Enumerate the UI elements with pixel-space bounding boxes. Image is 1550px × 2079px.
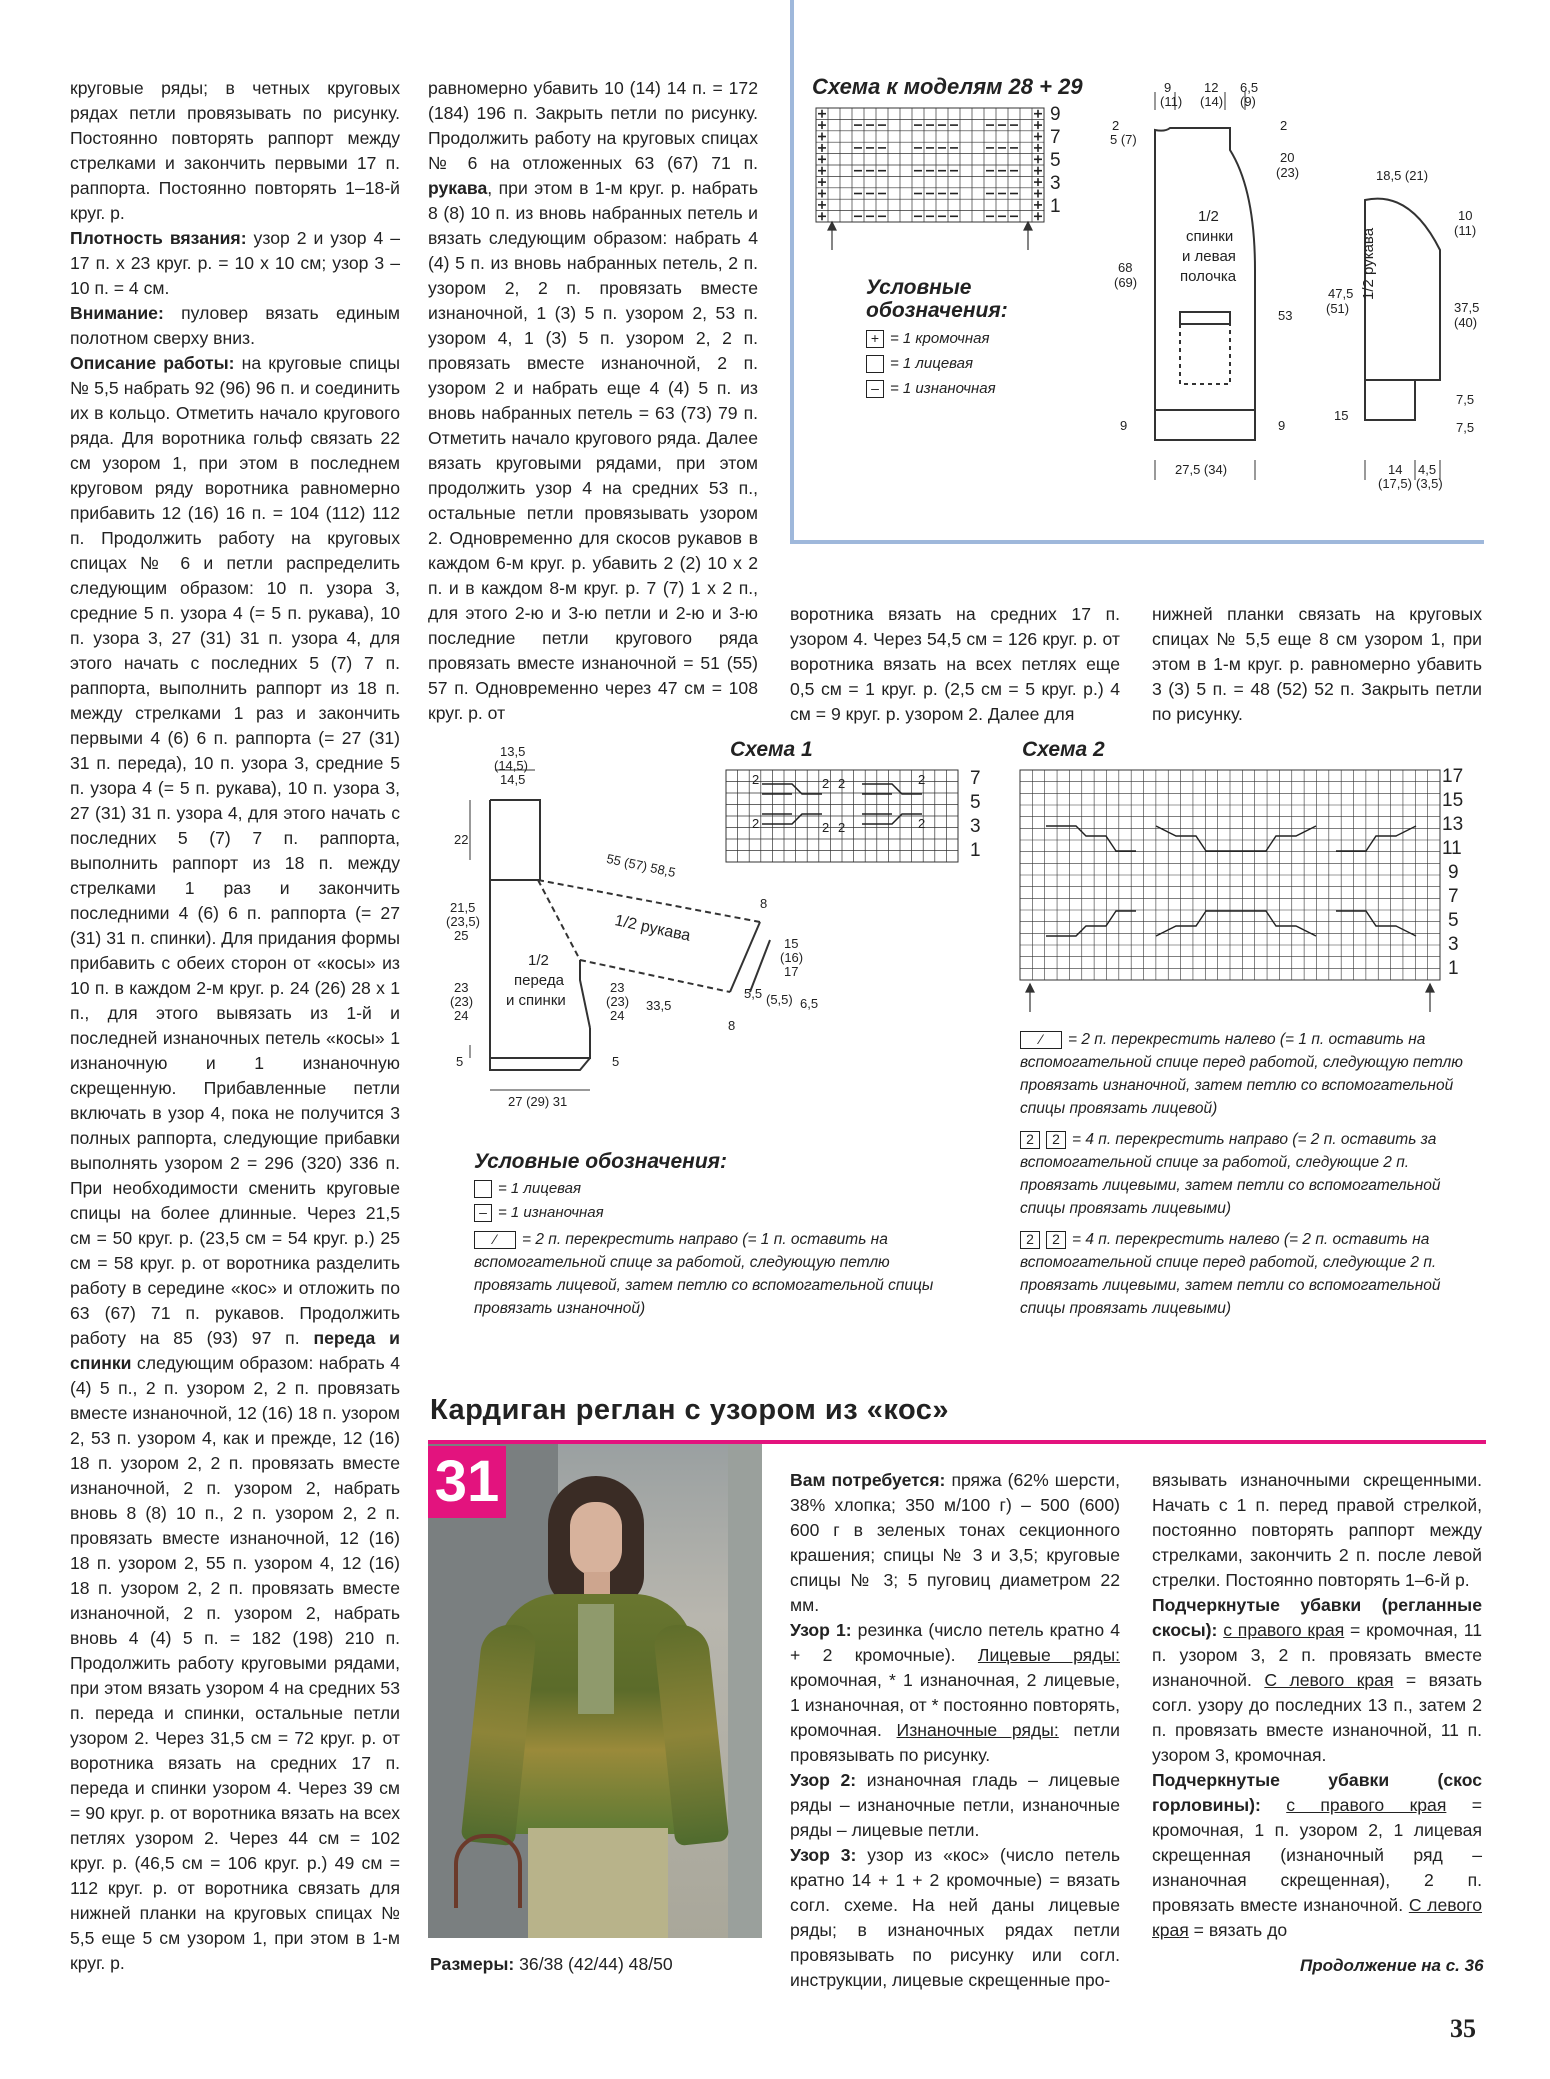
schema1-row-1: 1 <box>970 840 981 861</box>
dim-40: (40) <box>1454 315 1478 330</box>
mid-sleeve-label: 1/2 рукава <box>613 912 692 945</box>
schema-top-row-7: 7 <box>1050 127 1061 148</box>
mid-dim-13-5: 13,5 <box>500 744 526 759</box>
col1-intro: круговые ряды; в четных круговых рядах петли провязывать по рисунку. Постоянно повторять раппорт между стрелками и закончить первыми 17 п. раппорта. Постоянно повторять 1–18-й круг. р. <box>70 78 400 223</box>
schema1-cell-2d: 2 <box>918 772 926 787</box>
schema2-row-13: 13 <box>1442 814 1464 835</box>
mid-dim-23-5: (23,5) <box>446 914 480 929</box>
purl-box-icon: – <box>474 1204 492 1222</box>
schema-top-legend-title: Условные обозначения: <box>866 276 1008 322</box>
dim-6-5: 6,5 <box>1240 80 1259 95</box>
cross-right-4-icon: 2 <box>1020 1131 1040 1149</box>
text-column-1 <box>70 76 400 1976</box>
schema1-cell-2h: 2 <box>918 816 926 831</box>
mid-dim-5-5b: (5,5) <box>766 992 793 1007</box>
mid-legend-purl: – = 1 изнаночная <box>474 1204 604 1222</box>
col1-density-label: Плотность вязания: <box>70 228 247 248</box>
dim-9: 9 <box>1164 80 1172 95</box>
schema2-legend-cross-left-2: ⁄ = 2 п. перекрестить налево (= 1 п. оставить на вспомогательной спице перед работой, следующую петлю провязать изнаночной, затем петлю со вспомогательной спицы провязать лицевой) <box>1020 1030 1463 1117</box>
schema2-legend-cross-right-4: 2 2 = 4 п. перекрестить направо (= 2 п. оставить за вспомогательной спице за работой, следующие 2 п. провязать лицевыми, затем петли со вспомогательной спицы провязать лицевыми) <box>1020 1130 1441 1217</box>
schema1-row-7: 7 <box>970 768 981 789</box>
mid-piece-back: и спинки <box>506 992 566 1009</box>
dim-18-5: 18,5 (21) <box>1376 168 1429 183</box>
col1-density: узор 2 и узор 4 – 17 п. х 23 круг. р. = 10 х 10 см; узор 3 – 10 п. = 4 см. <box>70 228 400 298</box>
bag-handle <box>454 1834 522 1908</box>
schema1-row-3: 3 <box>970 816 981 837</box>
schema2-row-7: 7 <box>1448 886 1459 907</box>
schema-top-title: Схема к моделям 28 + 29 <box>812 74 1083 99</box>
dim-7-5b: 7,5 <box>1456 420 1475 435</box>
mid-dim-23a: 23 <box>454 980 469 995</box>
schema2-legend-cross-left-4: 2 2 = 4 п. перекрестить налево (= 2 п. оставить на вспомогательной спице перед работой, следующие 2 п. провязать лицевыми, затем петли со вспомогательной спицы провязать лицевыми) <box>1020 1230 1441 1317</box>
schema-top-row-9: 9 <box>1050 104 1061 125</box>
mid-dim-15: 15 <box>784 936 799 951</box>
top-shirt <box>578 1604 614 1714</box>
col2-text-c: , при этом в 1-м круг. р. набрать 8 (8) 10 п. из вновь набранных петель и вязать следующим образом: набрать 4 (4) 5 п. из вновь набранных петель, 2 п. узором 2, 2 п. провязать вместе изнаночной, 1 (3) 5 п. узором 2, 53 п. узором 4, 1 (3) 5 п. узором 2, 2 п. провязать вместе изнаночной, 2 п. узором 2 и набрать еще 4 (4) 5 п. из вновь набранных петель = 63 (73) 79 п. Отметить начало кругового ряда. Далее вязать круговыми рядами, при этом продолжить узор 4 на средних 53 п., остальные петли провязывать узором 2. Одновременно для скосов рукавов в каждом 6-м круг. р. убавить 2 (2) 10 х 2 п. и в каждом 8-м круг. р. 7 (7) 1 х 2 п., для этого 2-ю и 3-ю петли и 2-ю и 3-ю последние петли кругового ряда провязать вместе изнаночной = 51 (55) 57 п. Одновременно через 47 см = 108 круг. р. от <box>428 178 758 723</box>
col1-description: на круговые спицы № 5,5 набрать 92 (96) 96 п. и соединить их в кольцо. Отметить начало кругового ряда. Для воротника гольф связать 22 см узором 1, при этом в последнем круговом ряду воротника равномерно прибавить 12 (16) 16 п. = 104 (112) 112 п. Продолжить работу на круговых спицах № 6 и петли распределить следующим образом: 10 п. узора 3, средние 5 п. узора 4 (= 5 п. рукава), 10 п. узора 3, 27 (31) 31 п. узора 4, для этого начать с последних 5 (7) 7 п. раппорта, выполнить раппорт из 18 п. между стрелками 1 раз и закончить первыми 4 (6) 6 п. раппорта (= 27 (31) 31 п. переда), 10 п. узора 3, средние 5 п. узора 4 (= 5 п. рукава), 10 п. узора 3, 27 (31) 31 п. узора 4, для этого начать с последних 5 (7) 7 п. раппорта, выполнить раппорт из 18 п. между стрелками 1 раз и закончить последними 4 (6) 6 п. раппорта (= 27 (31) 31 п. спинки). Для придания формы прибавить с обеих сторон от «косы» из 10 п. в каждом 2-м круг. р. 24 (26) 28 х 1 п., для этого вывязать из 1-й и последней изнаночных петель «косы» 1 изнаночную и 1 изнаночную скрещенную. Прибавленные петли включать в узор 4, пока не получится 3 полных раппорта, следующие прибавки выполнять узором 2 = 296 (320) 336 п. При необходимости сменить круговые спицы на более длинные. Через 21,5 см = 50 круг. р. (23,5 см = 54 круг. р.) 25 см = 58 круг. р. от воротника разделить работу в середине «кос» и отложить по 63 (67) 71 п. рукавов. Продолжить работу на 85 (93) 97 п. <box>70 353 400 1348</box>
mid-piece-front: переда <box>514 972 564 989</box>
dim-2b: 2 <box>1280 118 1288 133</box>
sizes-label: Размеры: <box>430 1954 515 1974</box>
mid-dim-21-5: 21,5 <box>450 900 476 915</box>
photo-stripe <box>728 1444 762 1938</box>
mid-legend-title: Условные обозначения: <box>474 1150 728 1173</box>
schema1-title: Схема 1 <box>730 738 813 761</box>
edge-stitch-symbol: + <box>866 330 884 348</box>
mid-dim-23a2: (23) <box>450 994 474 1009</box>
text-column-2 <box>428 76 758 726</box>
dim-7-5a: 7,5 <box>1456 392 1475 407</box>
mid-dim-6-5: 6,5 <box>800 996 819 1011</box>
sleeve-label: 1/2 рукава <box>1360 227 1377 300</box>
mid-dim-55: 55 (57) 58,5 <box>605 850 677 881</box>
dim-3-5: (3,5) <box>1416 476 1443 491</box>
schema-top-row-3: 3 <box>1050 173 1061 194</box>
mid-legend-cross: ⁄ = 2 п. перекрестить направо (= 1 п. оставить на вспомогательной спице за работой, следующую петлю провязать лицевой, затем петлю со вспомогательной спицы провязать изнаночной) <box>474 1230 934 1317</box>
dim-23: (23) <box>1276 165 1300 180</box>
mid-dim-23b2: (23) <box>606 994 630 1009</box>
schema2-row-11: 11 <box>1442 838 1462 859</box>
schema2-row-15: 15 <box>1442 790 1464 811</box>
schema1-row-5: 5 <box>970 792 981 813</box>
schema1-cell-2g: 2 <box>838 820 846 835</box>
dim-2: 2 <box>1112 118 1120 133</box>
purl-stitch-symbol: – <box>866 380 884 398</box>
mid-dim-14-5b: 14,5 <box>500 772 526 787</box>
col2-text-a: равномерно убавить 10 (14) 14 п. = 172 (184) 196 п. Закрыть петли по рисунку. Продолжить работу на круговых спицах № 6 на отложенных 63 (67) 71 п. <box>428 78 758 173</box>
schema2-row-1: 1 <box>1448 958 1459 979</box>
mid-dim-5b: 5 <box>612 1054 620 1069</box>
col1-description-cont: следующим образом: набрать 4 (4) 5 п., 2 п. узором 2, 2 п. провязать вместе изнаночной, 12 (16) 18 п. узором 2, 53 п. узором 4, как и прежде, 12 (16) 18 п. узором 2, 2 п. провязать вместе изнаночной, 2 п. узором 2, набрать вновь 8 (8) 10 п., 2 п. узором 2, 2 п. провязать вместе изнаночной, 12 (16) 18 п. узором 2, 55 п. узором 4, 12 (16) 18 п. узором 2, 2 п. провязать вместе изнаночной, 2 п. узором 2, набрать вновь 4 (4) 5 п. = 182 (198) 210 п. Продолжить работу круговыми рядами, при этом вязать узором 4 на средних 53 п. переда и спинки, остальные петли узором 2. Через 31,5 см = 72 круг. р. от воротника вязать на средних 17 п. переда и спинки узором 4. Через 39 см = 90 круг. р. от воротника вязать на всех петлях узором 2. Через 44 см = 102 круг. р. (46,5 см = 106 круг. р.) 49 см = 112 круг. р. от воротника связать для нижней планки на круговых спицах № 5,5 еще 5 см узором 1, при этом в 1-м круг. р. <box>70 1353 400 1973</box>
continued-note: Продолжение на с. 36 <box>1300 1956 1484 1975</box>
col2-sleeve-label: рукава <box>428 178 488 198</box>
schema1-cell-2e: 2 <box>752 816 760 831</box>
schema2-row-3: 3 <box>1448 934 1459 955</box>
article-column-b: вязывать изнаночными скрещенными. Начать с 1 п. перед правой стрелкой, постоянно повторять раппорт между стрелками, закончить 2 п. после левой стрелки. Постоянно повторять 1–6-й р. Подчеркнутые убавки (регланные скосы): с правого края = кромочная, 11 п. узором 3, 2 п. провязать вместе изнаночной. С левого края = вязать согл. узору до последних 13 п., затем 2 п. провязать вместе изнаночной, 11 п. узором 3, кромочная. Подчеркнутые убавки (скос горловины): с правого края = кромочная, 1 п. узором 2, 1 лицевая скрещенная (изнаночный ряд – изнаночная скрещенная), 2 п. провязать вместе изнаночной. С левого края = вязать до <box>1152 1470 1483 1940</box>
schema-top-legend-purl: – = 1 изнаночная <box>866 380 996 398</box>
col1-attention: пуловер вязать единым полотном сверху вниз. <box>70 303 400 348</box>
mid-dim-22: 22 <box>454 832 469 847</box>
dim-20: 20 <box>1280 150 1295 165</box>
mid-dim-16: (16) <box>780 950 804 965</box>
mid-dim-24a: 24 <box>454 1008 469 1023</box>
mid-dim-5a: 5 <box>456 1054 464 1069</box>
mid-dim-17: 17 <box>784 964 799 979</box>
dim-17-5: (17,5) <box>1378 476 1412 491</box>
schema-top-legend-edge: + = 1 кромочная <box>866 330 990 348</box>
schema-top-grid <box>812 104 1052 254</box>
dim-11b: (11) <box>1454 223 1477 238</box>
mid-dim-33-5: 33,5 <box>646 998 672 1013</box>
dim-69: (69) <box>1114 275 1138 290</box>
dim-47-5: 47,5 <box>1328 286 1354 301</box>
cross-left-2-icon: ⁄ <box>1020 1031 1062 1049</box>
model-face <box>570 1502 622 1576</box>
piece-label-back: спинки <box>1186 228 1234 245</box>
schema-top-legend-knit: = 1 лицевая <box>866 355 973 373</box>
mid-dim-24b: 24 <box>610 1008 625 1023</box>
cross-right-icon: ⁄ <box>474 1231 516 1249</box>
schema1-cell-2b: 2 <box>822 776 830 791</box>
dim-37-5: 37,5 <box>1454 300 1480 315</box>
article-column-a: Вам потребуется: пряжа (62% шерсти, 38% хлопка; 350 м/100 г) – 500 (600) 600 г в зеленых тонах секционного крашения; спицы № 3 и 3,5; круговые спицы № 3; 5 пуговиц диаметром 22 мм. Узор 1: резинка (число петель кратно 4 + 2 кромочные). Лицевые ряды: кромочная, * 1 изнаночная, 2 лицевые, 1 изнаночная, от * постоянно повторять, кромочная. Изнаночные ряды: петли провязывать по рисунку. Узор 2: изнаночная гладь – лицевые ряды – изнаночные петли, изнаночные ряды – лицевые петли. Узор 3: узор из «кос» (число петель кратно 14 + 1 + 2 кромочные) = вязать согл. схеме. На ней даны лицевые ряды; в изнаночных рядах петли провязывать по рисунку или согл. инструкции, лицевые скрещенные про- <box>790 1470 1121 1990</box>
dim-14: (14) <box>1200 94 1224 109</box>
dim-51: (51) <box>1326 301 1350 316</box>
col4-text: нижней планки связать на круговых спицах № 5,5 еще 8 см узором 1, при этом в 1-м круг. р. равномерно убавить 3 (3) 5 п. = 48 (52) 52 п. Закрыть петли по рисунку. <box>1152 604 1482 724</box>
schema1-cell-2a: 2 <box>752 772 760 787</box>
dim-14: 14 <box>1388 462 1403 477</box>
schema-top-row-1: 1 <box>1050 196 1061 217</box>
mid-dim-27: 27 (29) 31 <box>508 1094 568 1109</box>
trousers <box>528 1828 668 1938</box>
article-title: Кардиган реглан с узором из «кос» <box>430 1394 950 1426</box>
mid-dim-8a: 8 <box>760 896 768 911</box>
dim-10: 10 <box>1458 208 1473 223</box>
page-number: 35 <box>1450 2014 1476 2043</box>
pattern-back-front <box>1110 80 1510 500</box>
sizes-line <box>430 1954 673 1975</box>
cross-left-4-icon: 2 <box>1020 1231 1040 1249</box>
dim-12: 12 <box>1204 80 1219 95</box>
cross-right-4-icon-b: 2 <box>1046 1131 1066 1149</box>
piece-label-half: 1/2 <box>1198 208 1219 225</box>
text-column-3 <box>790 602 1120 727</box>
dim-9b: (9) <box>1240 94 1256 109</box>
mid-dim-14-5a: (14,5) <box>494 758 528 773</box>
col1-front-back-label: переда и спинки <box>70 1328 400 1373</box>
schema-top-row-5: 5 <box>1050 150 1061 171</box>
col1-description-label: Описание работы: <box>70 353 235 373</box>
knit-stitch-symbol <box>866 355 884 373</box>
model-number-badge: 31 <box>428 1446 506 1518</box>
dim-5-7: 5 (7) <box>1110 132 1137 147</box>
dim-53: 53 <box>1278 308 1293 323</box>
mid-piece-half: 1/2 <box>528 952 549 969</box>
dim-4-5: 4,5 <box>1418 462 1437 477</box>
col3-text: воротника вязать на средних 17 п. узором 4. Через 54,5 см = 126 круг. р. от воротника вязать на всех петлях еще 0,5 см = 1 круг. р. (2,5 см = 5 круг. р.) 4 см = 9 круг. р. узором 2. Далее для <box>790 604 1120 724</box>
mid-legend-knit: = 1 лицевая <box>474 1180 581 1198</box>
schema1-cell-2c: 2 <box>838 776 846 791</box>
piece-label-front: полочка <box>1180 268 1237 285</box>
mid-dim-23b: 23 <box>610 980 625 995</box>
knit-box-icon <box>474 1180 492 1198</box>
text-column-4 <box>1152 602 1482 727</box>
dim-9-right: 9 <box>1278 418 1286 433</box>
dim-27-5: 27,5 (34) <box>1175 462 1228 477</box>
dim-68: 68 <box>1118 260 1133 275</box>
schema2-title: Схема 2 <box>1022 738 1105 761</box>
schema2-grid <box>1016 766 1446 1016</box>
schema2-row-17: 17 <box>1442 766 1464 787</box>
sizes-value: 36/38 (42/44) 48/50 <box>514 1954 673 1974</box>
col1-attention-label: Внимание: <box>70 303 164 323</box>
model-photo <box>428 1444 762 1938</box>
cross-left-4-icon-b: 2 <box>1046 1231 1066 1249</box>
schema1-cell-2f: 2 <box>822 820 830 835</box>
dim-11: (11) <box>1160 94 1183 109</box>
mid-dim-25: 25 <box>454 928 469 943</box>
piece-label-and-left: и левая <box>1182 248 1236 265</box>
mid-dim-5-5a: 5,5 <box>744 986 763 1001</box>
schema2-row-9: 9 <box>1448 862 1459 883</box>
mid-dim-8b: 8 <box>728 1018 736 1033</box>
dim-15: 15 <box>1334 408 1349 423</box>
dim-9-left: 9 <box>1120 418 1128 433</box>
schema2-row-5: 5 <box>1448 910 1459 931</box>
